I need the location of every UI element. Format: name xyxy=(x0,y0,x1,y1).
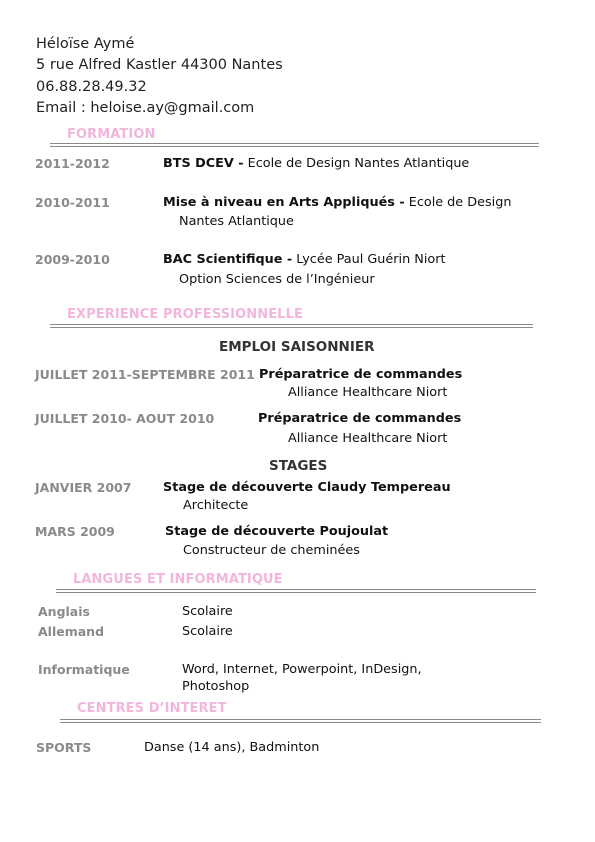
formation-option: Option Sciences de l’Ingénieur xyxy=(179,272,375,287)
section-divider xyxy=(56,589,536,593)
subsection-title-seasonal: EMPLOI SAISONNIER xyxy=(219,339,375,355)
candidate-address: 5 rue Alfred Kastler 44300 Nantes xyxy=(36,57,283,73)
formation-entry xyxy=(163,252,445,267)
section-divider xyxy=(50,143,539,147)
formation-school: Ecole de Design xyxy=(404,195,512,210)
skill-label: Anglais xyxy=(38,604,90,619)
skill-value: Scolaire xyxy=(182,604,233,619)
subsection-title-internships: STAGES xyxy=(269,458,328,474)
formation-date: 2011-2012 xyxy=(35,156,110,171)
formation-school: Ecole de Design Nantes Atlantique xyxy=(243,156,470,171)
candidate-phone: 06.88.28.49.32 xyxy=(36,79,147,95)
skill-value: Scolaire xyxy=(182,624,233,639)
job-role: Préparatrice de commandes xyxy=(259,367,463,382)
formation-degree: BAC Scientifique - xyxy=(163,252,293,267)
formation-date: 2010-2011 xyxy=(35,195,110,210)
section-title-experience: EXPERIENCE PROFESSIONNELLE xyxy=(67,307,303,322)
job-date: JUILLET 2011-SEPTEMBRE 2011 xyxy=(35,367,255,382)
formation-school: Lycée Paul Guérin Niort xyxy=(292,252,446,267)
internship-date: MARS 2009 xyxy=(35,524,115,539)
formation-entry xyxy=(163,156,469,171)
skill-label: Allemand xyxy=(38,624,105,639)
candidate-email: Email : heloise.ay@gmail.com xyxy=(36,100,255,116)
formation-school-continued: Nantes Atlantique xyxy=(179,214,294,229)
skill-value-continued: Photoshop xyxy=(182,679,250,694)
formation-entry xyxy=(163,195,511,210)
section-title-interests: CENTRES D’INTERET xyxy=(77,701,227,716)
job-company: Alliance Healthcare Niort xyxy=(288,385,448,400)
interest-label: SPORTS xyxy=(36,740,92,755)
internship-role: Stage de découverte Claudy Tempereau xyxy=(163,480,451,495)
section-title-languages: LANGUES ET INFORMATIQUE xyxy=(73,572,283,587)
job-company: Alliance Healthcare Niort xyxy=(288,431,448,446)
skill-label: Informatique xyxy=(38,662,130,677)
internship-date: JANVIER 2007 xyxy=(35,480,132,495)
formation-date: 2009-2010 xyxy=(35,252,110,267)
skill-value: Word, Internet, Powerpoint, InDesign, xyxy=(182,662,422,677)
internship-detail: Architecte xyxy=(183,498,249,513)
formation-degree: Mise à niveau en Arts Appliqués - xyxy=(163,195,405,210)
formation-degree: BTS DCEV - xyxy=(163,156,244,171)
section-divider xyxy=(60,719,541,723)
internship-detail: Constructeur de cheminées xyxy=(183,543,360,558)
interest-value: Danse (14 ans), Badminton xyxy=(144,740,320,755)
candidate-name: Héloïse Aymé xyxy=(36,36,135,52)
job-date: JUILLET 2010- AOUT 2010 xyxy=(35,411,215,426)
internship-role: Stage de découverte Poujoulat xyxy=(165,524,389,539)
section-divider xyxy=(50,324,533,328)
job-role: Préparatrice de commandes xyxy=(258,411,462,426)
section-title-formation: FORMATION xyxy=(67,127,156,142)
